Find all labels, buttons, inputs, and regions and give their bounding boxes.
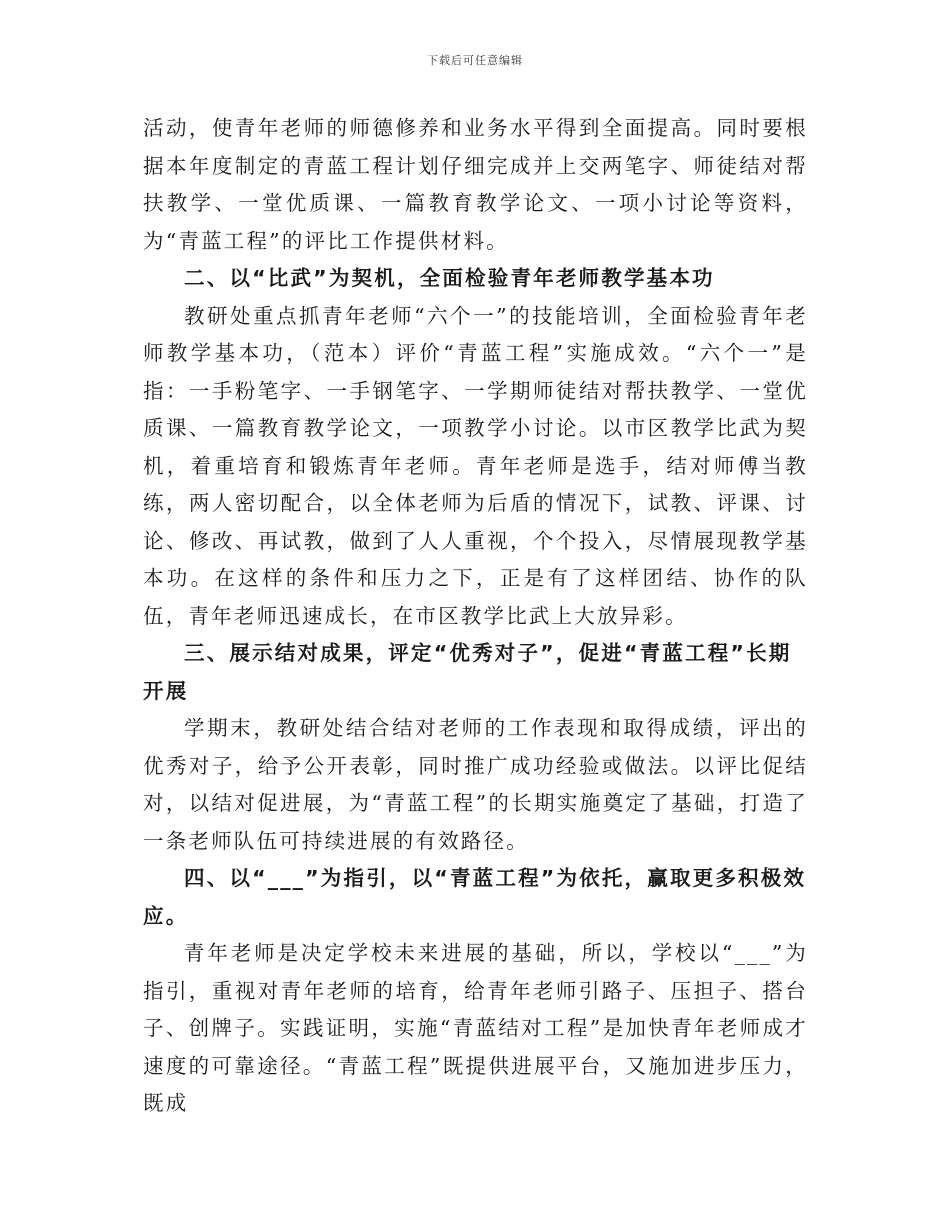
document-body	[143, 110, 808, 1123]
section-heading-2: 二、以“比武”为契机，全面检验青年老师教学基本功	[184, 266, 715, 290]
section-heading-4: 四、以“___”为指引，以“青蓝工程”为依托，赢取更多积极效应。	[143, 866, 807, 928]
paragraph-section-4: 青年老师是决定学校未来进展的基础，所以，学校以“___”为指引，重视对青年老师的培育，给青年老师引路子、压担子、搭台子、创牌子。实践证明，实施“青蓝结对工程”是加快青年老师成才速度的可靠途径。“青蓝工程”既提供进展平台，又施加进步压力，既成	[143, 941, 808, 1115]
paragraph-section-3: 学期末，教研处结合结对老师的工作表现和取得成绩，评出的优秀对子，给予公开表彰，同时推广成功经验或做法。以评比促结对，以结对促进展，为“青蓝工程”的长期实施奠定了基础，打造了一条老师队伍可持续进展的有效路径。	[143, 716, 808, 853]
section-heading-3: 三、展示结对成果，评定“优秀对子”，促进“青蓝工程”长期开展	[143, 641, 792, 703]
paragraph-section-2: 教研处重点抓青年老师“六个一”的技能培训，全面检验青年老师教学基本功，（范本）评价“青蓝工程”实施成效。“六个一”是指：一手粉笔字、一手钢笔字、一学期师徒结对帮扶教学、一堂优质课、一篇教育教学论文，一项教学小讨论。以市区教学比武为契机，着重培育和锻炼青年老师。青年老师是选手，结对师傅当教练，两人密切配合，以全体老师为后盾的情况下，试教、评课、讨论、修改、再试教，做到了人人重视，个个投入，尽情展现教学基本功。在这样的条件和压力之下，正是有了这样团结、协作的队伍，青年老师迅速成长，在市区教学比武上大放异彩。	[143, 303, 808, 628]
page-header-note: 下载后可任意编辑	[427, 54, 523, 67]
paragraph-continued: 活动，使青年老师的师德修养和业务水平得到全面提高。同时要根据本年度制定的青蓝工程计划仔细完成并上交两笔字、师徒结对帮扶教学、一堂优质课、一篇教育教学论文、一项小讨论等资料，为“青蓝工程”的评比工作提供材料。	[143, 116, 808, 253]
